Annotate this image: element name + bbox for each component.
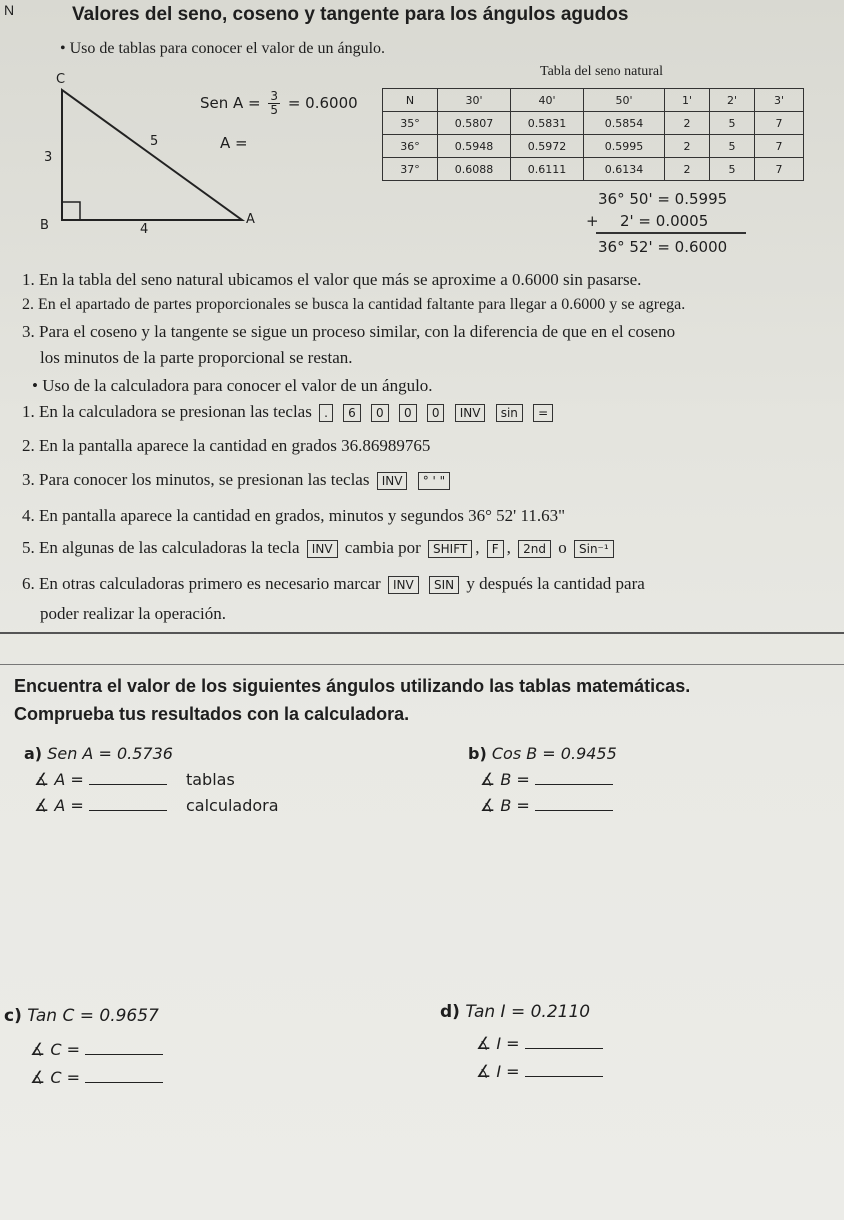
- calc-step-5-text-b: cambia por: [344, 538, 421, 557]
- key-dms: ° ' ": [418, 472, 450, 490]
- exercise-c-answer-label: C =: [50, 1040, 81, 1059]
- exercise-d-tables: [476, 1034, 603, 1054]
- table-cell: 0.5831: [511, 112, 584, 135]
- key-equals: =: [533, 404, 553, 422]
- exercise-d-eq: Tan I = 0.2110: [465, 1002, 591, 1022]
- vertex-c-label: C: [56, 72, 66, 87]
- formula-result: = 0.6000: [287, 94, 358, 112]
- exercise-a-answer-label: A =: [54, 770, 84, 789]
- table-header-cell: 2': [710, 89, 755, 112]
- vertex-a-label: A: [246, 212, 255, 227]
- calc-step-3-text: 3. Para conocer los minutos, se presionan las teclas: [22, 470, 370, 489]
- table-cell: 7: [755, 135, 804, 158]
- exercise-c-equation: [4, 1006, 159, 1026]
- exercise-b-label: b): [468, 744, 487, 763]
- table-cell: 36°: [383, 135, 438, 158]
- fraction-num: 3: [270, 89, 279, 103]
- exercise-c-calculator: [30, 1068, 163, 1088]
- exercise-instruction-1: Encuentra el valor de los siguientes ángulos utilizando las tablas matemáticas.: [14, 676, 691, 696]
- answer-blank[interactable]: [85, 1068, 163, 1083]
- angle-icon: ∡: [480, 770, 496, 790]
- calc-step-3: [22, 470, 453, 490]
- exercise-b-eq: Cos B = 0.9455: [491, 744, 617, 763]
- angle-icon: ∡: [30, 1040, 46, 1060]
- section-divider: [0, 632, 844, 634]
- exercise-instruction-2: Comprueba tus resultados con la calculadora.: [14, 704, 410, 724]
- table-header-cell: 30': [438, 89, 511, 112]
- key-0: 0: [371, 404, 389, 422]
- calc-step-5: [22, 538, 617, 558]
- angle-icon: ∡: [476, 1062, 492, 1082]
- exercise-c-tables: [30, 1040, 163, 1060]
- answer-blank[interactable]: [89, 796, 167, 811]
- key-separator: ,: [506, 538, 511, 557]
- angle-icon: ∡: [34, 796, 50, 816]
- exercise-d-calculator: [476, 1062, 603, 1082]
- sine-formula: [200, 90, 358, 117]
- exercise-a-calculator: [34, 796, 279, 816]
- side-hyp-label: 5: [150, 134, 159, 149]
- key-separator: o: [558, 538, 567, 557]
- vertex-b-label: B: [40, 218, 49, 233]
- formula-fraction: [268, 90, 280, 117]
- key-sin: sin: [496, 404, 523, 422]
- table-header-cell: 3': [755, 89, 804, 112]
- answer-blank[interactable]: [535, 796, 613, 811]
- key-inv: INV: [377, 472, 408, 490]
- calc-line-2: 2' = 0.0005: [620, 212, 709, 230]
- key-inv: INV: [307, 540, 338, 558]
- side-vertical-label: 3: [44, 150, 53, 165]
- key-f: F: [487, 540, 504, 558]
- angle-icon: ∡: [476, 1034, 492, 1054]
- exercise-d-answer-label: I =: [496, 1034, 520, 1053]
- key-separator: ,: [475, 538, 480, 557]
- exercise-a-label: a): [24, 744, 43, 763]
- table-cell: 35°: [383, 112, 438, 135]
- side-base-label: 4: [140, 222, 149, 237]
- table-header-cell: N: [383, 89, 438, 112]
- table-cell: 2: [665, 112, 710, 135]
- calc-step-1: [22, 402, 556, 422]
- exercise-a-eq: Sen A = 0.5736: [47, 744, 173, 763]
- method-tables: tablas: [185, 770, 235, 789]
- angle-icon: ∡: [30, 1068, 46, 1088]
- calc-step-5-text-a: 5. En algunas de las calculadoras la tecla: [22, 538, 300, 557]
- key-0: 0: [399, 404, 417, 422]
- table-step-2: 2. En el apartado de partes proporcionales se busca la cantidad faltante para llegar a 0.6000 y se agrega.: [22, 296, 686, 313]
- answer-blank[interactable]: [85, 1040, 163, 1055]
- table-caption: Tabla del seno natural: [540, 64, 664, 79]
- exercise-b-calculator: [480, 796, 613, 816]
- calc-step-6-text-a: 6. En otras calculadoras primero es necesario marcar: [22, 574, 381, 593]
- table-row: [383, 158, 804, 181]
- section-divider: [0, 664, 844, 665]
- answer-blank[interactable]: [89, 770, 167, 785]
- answer-blank[interactable]: [525, 1034, 603, 1049]
- table-cell: 0.6111: [511, 158, 584, 181]
- key-shift: SHIFT: [428, 540, 472, 558]
- calc-step-6: [22, 574, 645, 594]
- table-header-row: [383, 89, 804, 112]
- calc-step-6-text-b: y después la cantidad para: [466, 574, 645, 593]
- exercise-a-equation: [24, 744, 173, 763]
- calc-step-1-text: 1. En la calculadora se presionan las teclas: [22, 402, 312, 421]
- key-decimal: .: [319, 404, 333, 422]
- table-cell: 5: [710, 158, 755, 181]
- calc-step-6-cont: poder realizar la operación.: [40, 604, 226, 623]
- table-cell: 0.5972: [511, 135, 584, 158]
- table-cell: 2: [665, 135, 710, 158]
- table-step-3: 3. Para el coseno y la tangente se sigue un proceso similar, con la diferencia de que en el coseno: [22, 322, 676, 341]
- table-row: [383, 112, 804, 135]
- exercise-d-label: d): [440, 1002, 460, 1022]
- table-cell: 0.6088: [438, 158, 511, 181]
- key-sin: SIN: [429, 576, 459, 594]
- calc-plus: +: [586, 212, 599, 230]
- table-cell: 7: [755, 112, 804, 135]
- exercise-b-tables: [480, 770, 613, 790]
- exercise-c-label: c): [4, 1006, 22, 1026]
- sine-table: [382, 88, 804, 181]
- exercise-a-tables: [34, 770, 235, 790]
- right-angle-mark: [62, 202, 80, 220]
- table-row: [383, 135, 804, 158]
- table-header-cell: 40': [511, 89, 584, 112]
- calc-step-2: 2. En la pantalla aparece la cantidad en grados 36.86989765: [22, 436, 431, 455]
- angle-icon: ∡: [480, 796, 496, 816]
- key-2nd: 2nd: [518, 540, 551, 558]
- table-cell: 0.5854: [584, 112, 665, 135]
- exercise-a-answer-label: A =: [54, 796, 84, 815]
- calc-sum-rule: [596, 232, 746, 234]
- table-step-3-cont: los minutos de la parte proporcional se restan.: [40, 348, 353, 367]
- method-calculator: calculadora: [185, 796, 279, 815]
- page-title: Valores del seno, coseno y tangente para los ángulos agudos: [72, 4, 629, 25]
- fraction-den: 5: [270, 103, 279, 117]
- table-cell: 0.6134: [584, 158, 665, 181]
- key-inv: INV: [388, 576, 419, 594]
- key-0: 0: [427, 404, 445, 422]
- exercise-b-equation: [468, 744, 617, 763]
- table-cell: 0.5948: [438, 135, 511, 158]
- calc-line-1: 36° 50' = 0.5995: [598, 190, 728, 208]
- table-cell: 5: [710, 135, 755, 158]
- table-cell: 5: [710, 112, 755, 135]
- key-inv: INV: [455, 404, 486, 422]
- tables-heading: • Uso de tablas para conocer el valor de un ángulo.: [60, 40, 386, 57]
- corner-mark: N: [4, 2, 15, 18]
- exercise-b-answer-label: B =: [500, 770, 530, 789]
- angle-icon: ∡: [34, 770, 50, 790]
- table-header-cell: 1': [665, 89, 710, 112]
- exercise-b-answer-label: B =: [500, 796, 530, 815]
- exercise-c-answer-label: C =: [50, 1068, 81, 1087]
- exercise-d-equation: [440, 1002, 590, 1022]
- table-cell: 2: [665, 158, 710, 181]
- calc-line-3: 36° 52' = 0.6000: [598, 238, 728, 256]
- table-cell: 0.5995: [584, 135, 665, 158]
- exercise-c-eq: Tan C = 0.9657: [27, 1006, 159, 1026]
- table-cell: 37°: [383, 158, 438, 181]
- exercise-d-answer-label: I =: [496, 1062, 520, 1081]
- angle-a-line: A =: [220, 134, 248, 152]
- table-cell: 7: [755, 158, 804, 181]
- answer-blank[interactable]: [535, 770, 613, 785]
- table-cell: 0.5807: [438, 112, 511, 135]
- table-step-1: 1. En la tabla del seno natural ubicamos el valor que más se aproxime a 0.6000 sin pasarse.: [22, 270, 642, 289]
- calculator-heading: • Uso de la calculadora para conocer el valor de un ángulo.: [32, 376, 433, 395]
- table-header-cell: 50': [584, 89, 665, 112]
- key-sin-inverse: Sin⁻¹: [574, 540, 614, 558]
- formula-prefix: Sen A =: [200, 94, 261, 112]
- calc-step-4: 4. En pantalla aparece la cantidad en grados, minutos y segundos 36° 52' 11.63": [22, 506, 566, 525]
- answer-blank[interactable]: [525, 1062, 603, 1077]
- key-6: 6: [343, 404, 361, 422]
